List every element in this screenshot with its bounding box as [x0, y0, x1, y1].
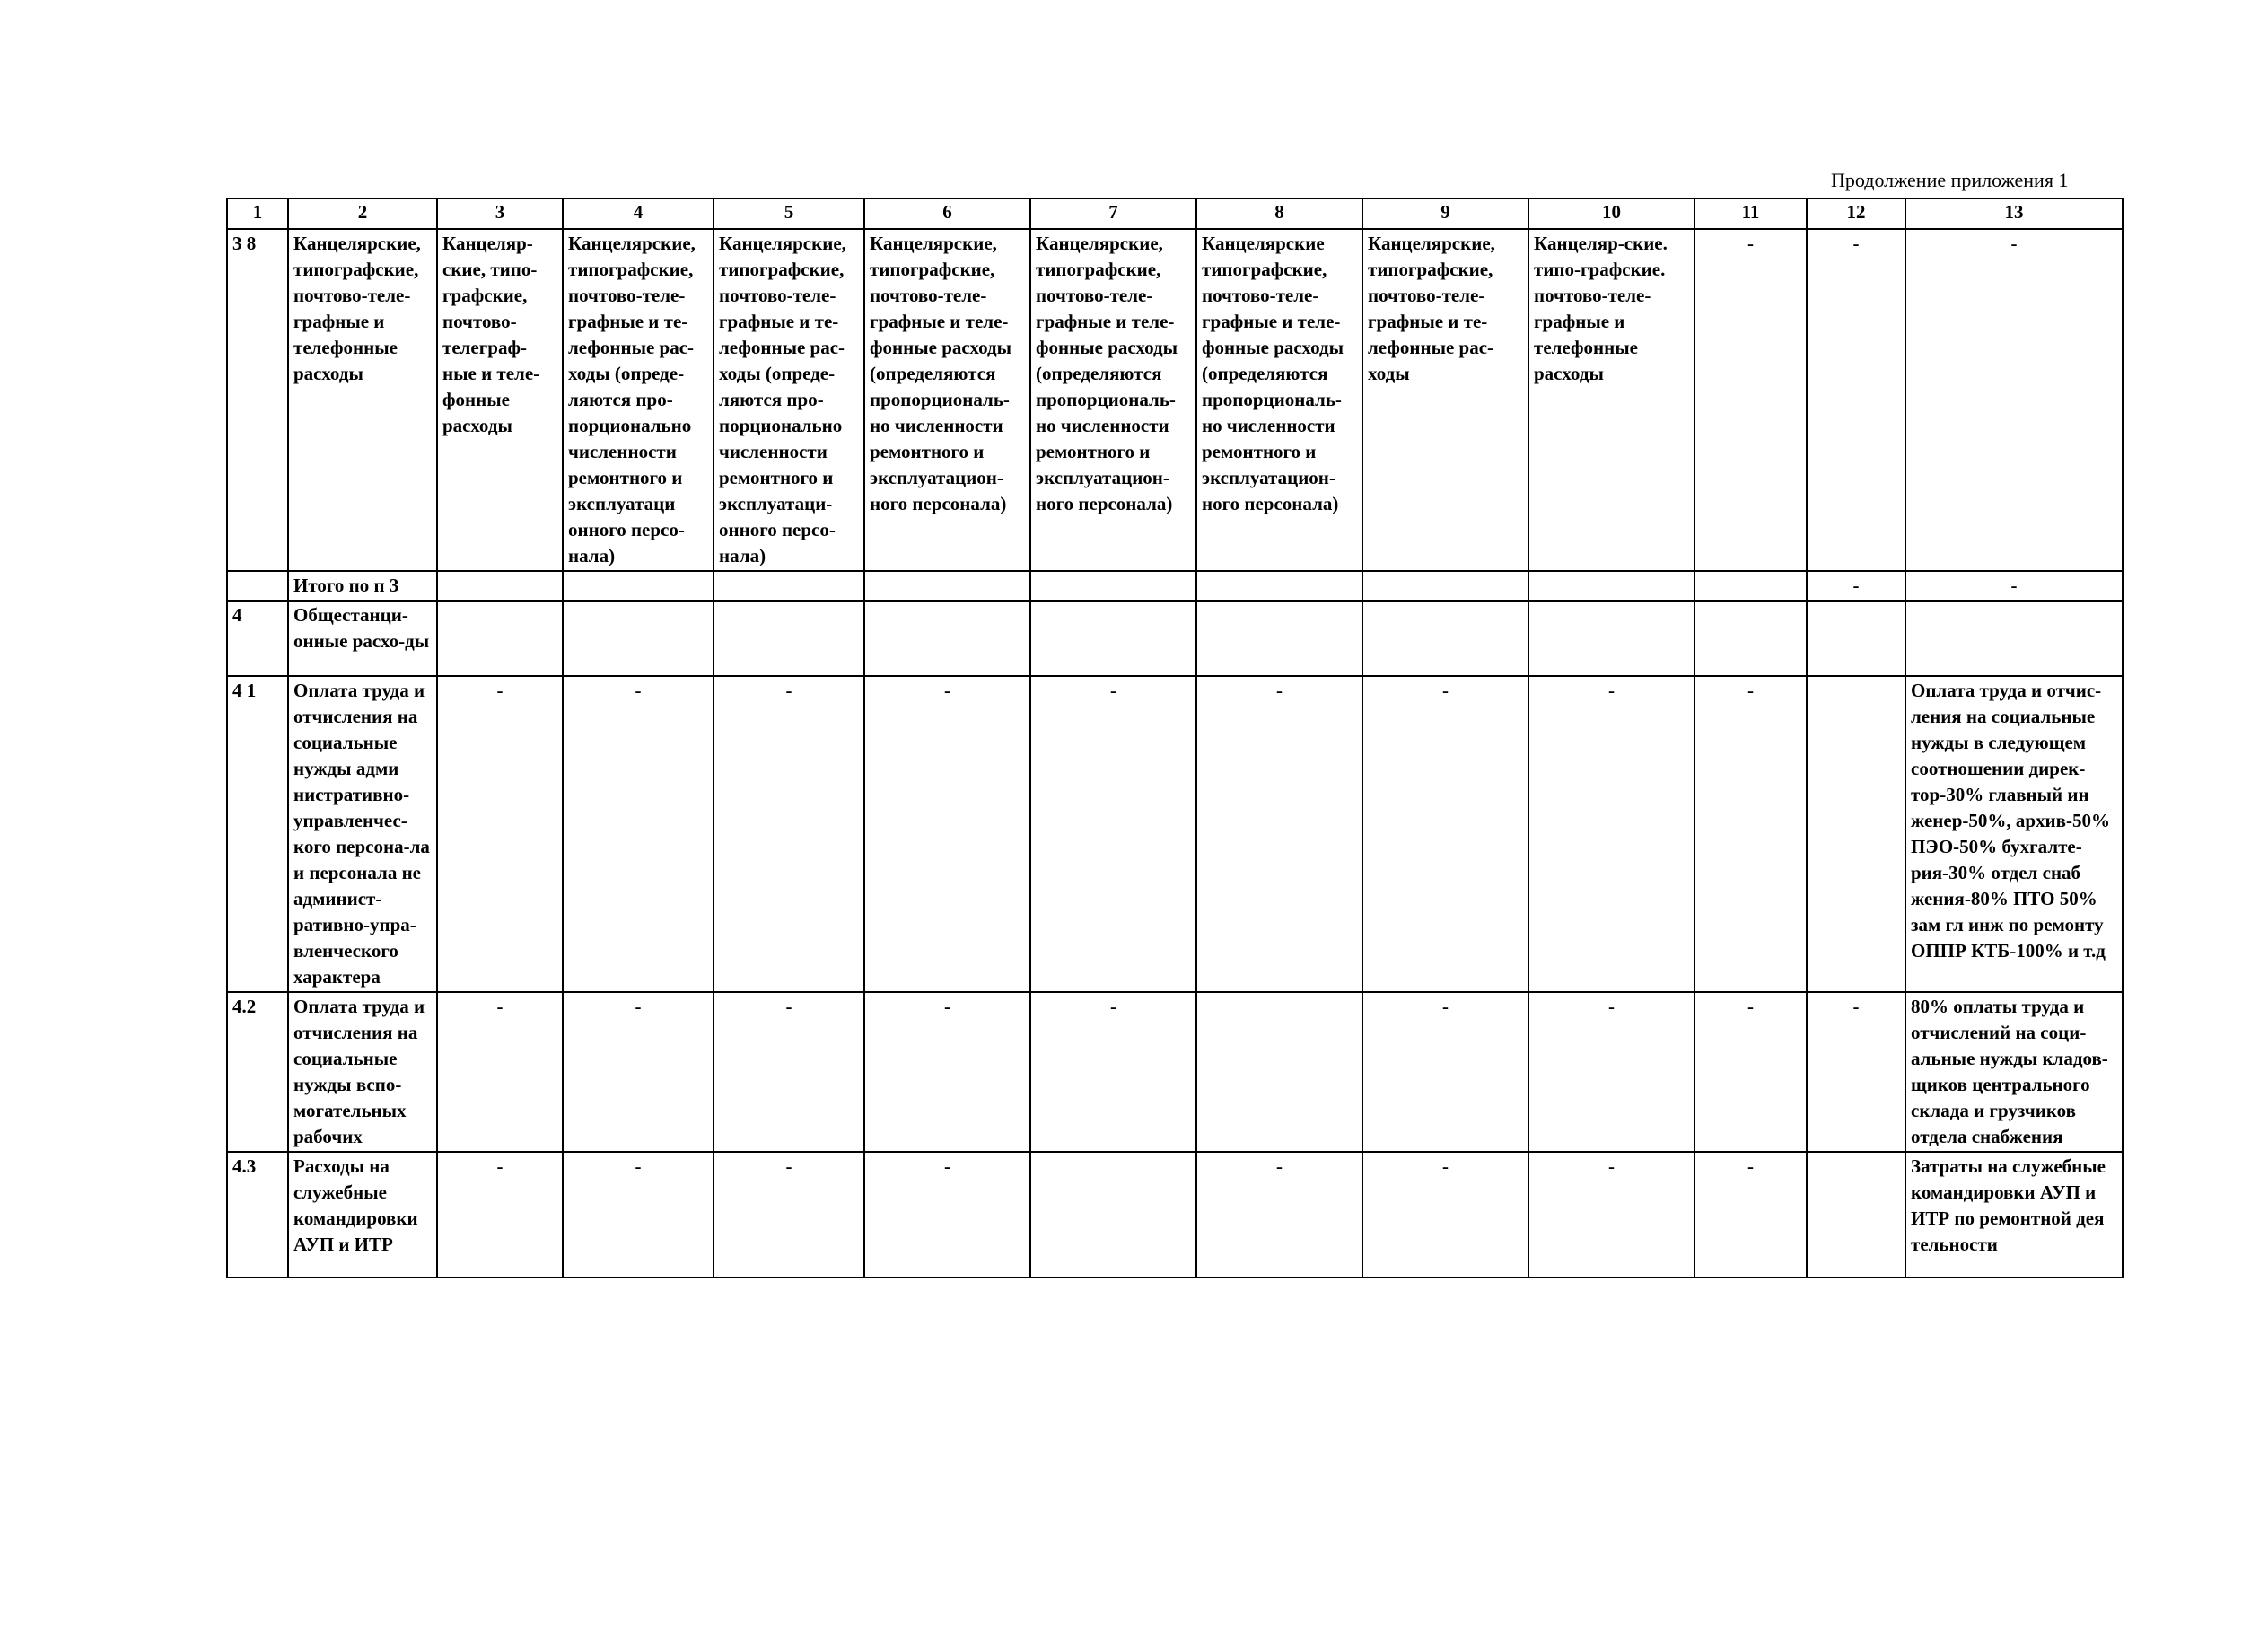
cell-col10: Канцеляр-ские. типо-графские. почтово-теле-графные и телефонные расходы	[1528, 229, 1694, 571]
header-cell: 11	[1694, 198, 1807, 229]
cell-col7: Канцелярские, типографские, почтово-теле-графные и теле-фонные расходы (определяются пропорциональ-но численности ремонтного и эксплуатацион-ного персонала)	[1030, 229, 1196, 571]
cell-description: Расходы на служебные командировки АУП и ИТР	[288, 1152, 437, 1278]
cell-dash: -	[864, 992, 1030, 1152]
table-row-4-2	[227, 992, 2123, 1152]
cell-dash: -	[1528, 992, 1694, 1152]
cell-col4: Канцелярские, типографские, почтово-теле-графные и те-лефонные рас-ходы (опреде-ляются про-порционально численности ремонтного и эксплуатаци онного персо-нала)	[563, 229, 714, 571]
table-row-4	[227, 601, 2123, 676]
cell-description: Оплата труда и отчисления на социальные нужды адми нистративно-управленчес-кого персона-ла и персонала не админист-ративно-упра-вленческого характера	[288, 676, 437, 992]
cell-dash: -	[1196, 1152, 1362, 1278]
cell-description: Канцелярские, типографские, почтово-теле-графные и телефонные расходы	[288, 229, 437, 571]
cell-note: 80% оплаты труда и отчислений на соци-альные нужды кладов-щиков центрального склада и грузчиков отдела снабжения	[1905, 992, 2123, 1152]
cell-dash: -	[1362, 1152, 1528, 1278]
cell-col7	[1030, 1152, 1196, 1278]
cell-dash: -	[1362, 676, 1528, 992]
cell-col9: Канцелярские, типографские, почтово-теле-графные и те-лефонные рас-ходы	[1362, 229, 1528, 571]
cell-dash: -	[1528, 1152, 1694, 1278]
cell-dash: -	[1528, 676, 1694, 992]
cell-note: Затраты на служебные командировки АУП и ИТР по ремонтной дея тельности	[1905, 1152, 2123, 1278]
header-cell: 9	[1362, 198, 1528, 229]
cell-col12	[1807, 676, 1905, 992]
cell-dash: -	[1362, 992, 1528, 1152]
cell-dash: -	[437, 676, 563, 992]
cell-dash: -	[1196, 676, 1362, 992]
cell-col8	[1196, 992, 1362, 1152]
cell-dash: -	[864, 1152, 1030, 1278]
cell-note: Оплата труда и отчис-ления на социальные нужды в следующем соотношении дирек-тор-30% главный ин женер-50%, архив-50% ПЭО-50% бухгалте-рия-30% отдел снаб жения-80% ПТО 50% зам гл инж по ремонту ОППР КТБ-100% и т.д	[1905, 676, 2123, 992]
header-cell: 7	[1030, 198, 1196, 229]
table-row-itogo	[227, 571, 2123, 601]
cell-description: Оплата труда и отчисления на социальные нужды вспо-могательных рабочих	[288, 992, 437, 1152]
continuation-title: Продолжение приложения 1	[1831, 169, 2069, 191]
header-cell: 10	[1528, 198, 1694, 229]
cell-col12: -	[1807, 571, 1905, 601]
header-cell: 12	[1807, 198, 1905, 229]
cell-col6: Канцелярские, типографские, почтово-теле-графные и теле-фонные расходы (определяются пропорциональ-но численности ремонтного и эксплуатацион-ного персонала)	[864, 229, 1030, 571]
cell-col3: Канцеляр-ские, типо-графские, почтово-телеграф-ные и теле-фонные расходы	[437, 229, 563, 571]
cell-col5: Канцелярские, типографские, почтово-теле-графные и те-лефонные рас-ходы (опреде-ляются про-порционально численности ремонтного и эксплуатаци-онного персо-нала)	[714, 229, 864, 571]
cell-dash: -	[714, 676, 864, 992]
header-cell: 6	[864, 198, 1030, 229]
cell-description: Общестанци-онные расхо-ды	[288, 601, 437, 676]
header-cell: 1	[227, 198, 288, 229]
cell-dash: -	[1807, 992, 1905, 1152]
cell-dash: -	[437, 1152, 563, 1278]
cell-dash: -	[563, 676, 714, 992]
cell-dash: -	[1030, 992, 1196, 1152]
table-row-4-1	[227, 676, 2123, 992]
cell-col12	[1807, 1152, 1905, 1278]
table-row-4-3	[227, 1152, 2123, 1278]
cell-dash: -	[1694, 992, 1807, 1152]
cell-dash: -	[1694, 676, 1807, 992]
cell-dash: -	[714, 992, 864, 1152]
header-cell: 2	[288, 198, 437, 229]
row-number: 4 1	[227, 676, 288, 992]
header-cell: 5	[714, 198, 864, 229]
row-number: 4	[227, 601, 288, 676]
row-number: 4.2	[227, 992, 288, 1152]
row-number: 4.3	[227, 1152, 288, 1278]
header-row	[227, 198, 2123, 229]
cell-dash: -	[563, 992, 714, 1152]
row-number: 3 8	[227, 229, 288, 571]
cell-dash: -	[714, 1152, 864, 1278]
cell-dash: -	[1030, 676, 1196, 992]
cell-col12: -	[1807, 229, 1905, 571]
header-cell: 4	[563, 198, 714, 229]
cell-dash: -	[437, 992, 563, 1152]
cell-description: Итого по п 3	[288, 571, 437, 601]
cell-dash: -	[1694, 1152, 1807, 1278]
cell-dash: -	[864, 676, 1030, 992]
header-cell: 8	[1196, 198, 1362, 229]
table-row-3-8	[227, 229, 2123, 571]
row-number	[227, 571, 288, 601]
cell-dash: -	[563, 1152, 714, 1278]
cell-col8: Канцелярские типографские, почтово-теле-графные и теле-фонные расходы (определяются пропорциональ-но численности ремонтного и эксплуатацион-ного персонала)	[1196, 229, 1362, 571]
cell-col11: -	[1694, 229, 1807, 571]
header-cell: 3	[437, 198, 563, 229]
cell-col13: -	[1905, 229, 2123, 571]
appendix-table	[226, 198, 2124, 1278]
cell-col13: -	[1905, 571, 2123, 601]
header-cell: 13	[1905, 198, 2123, 229]
